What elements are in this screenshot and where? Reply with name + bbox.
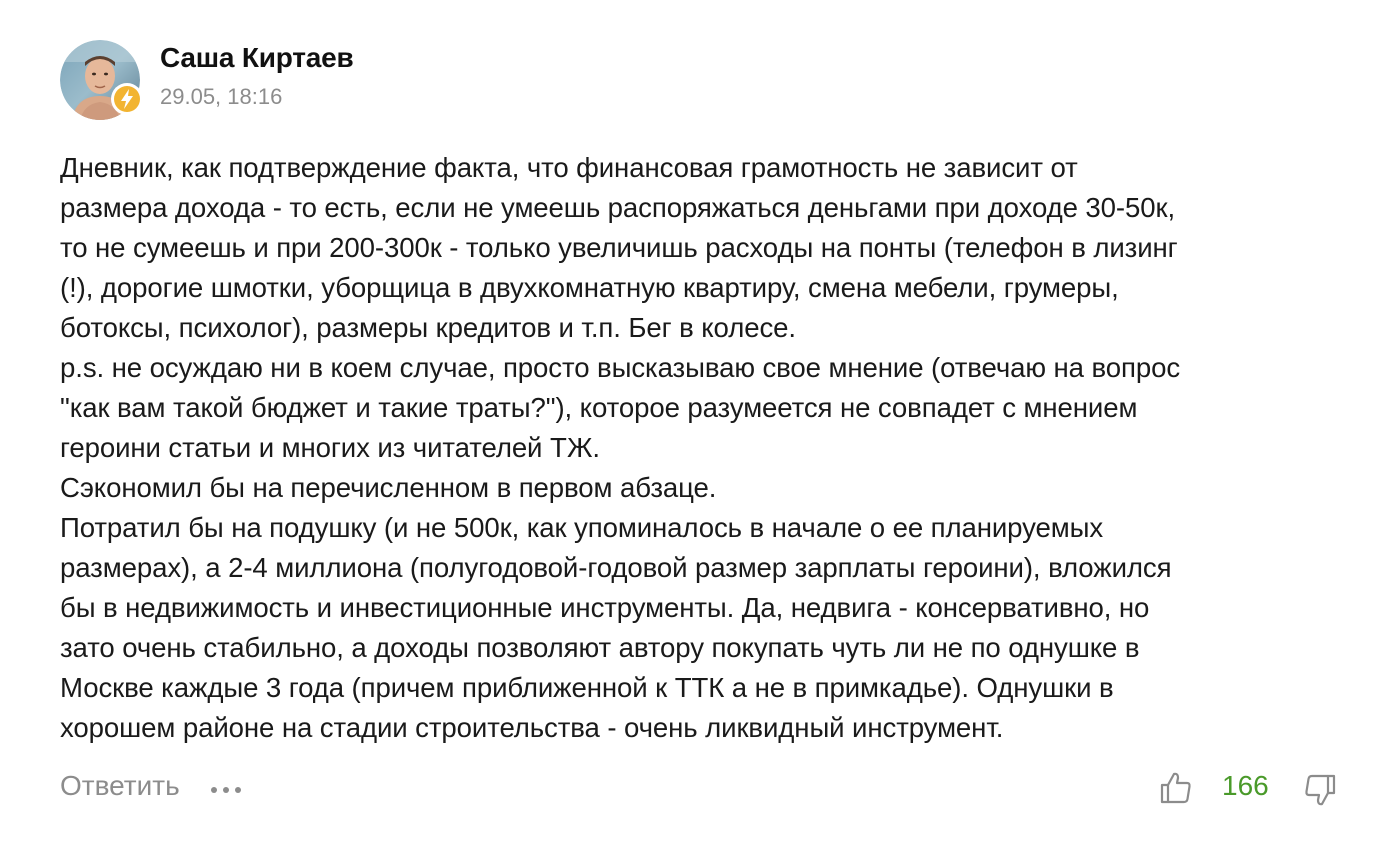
reply-button[interactable]: Ответить: [60, 770, 180, 801]
avatar[interactable]: [60, 40, 140, 120]
comment-text-line: Дневник, как подтверждение факта, что финансовая грамотность не зависит от: [60, 152, 1078, 183]
comment-text: [60, 148, 1350, 748]
comment-text-line: размера дохода - то есть, если не умеешь распоряжаться деньгами при доходе 30-50к,: [60, 192, 1176, 223]
author-name[interactable]: Саша Киртаев: [160, 42, 354, 73]
comment-text-line: p.s. не осуждаю ни в коем случае, просто высказываю свое мнение (отвечаю на вопрос: [60, 352, 1181, 383]
thumbs-down-icon[interactable]: [1302, 772, 1338, 808]
comment-score: 166: [1222, 770, 1269, 801]
comment-text-line: Москве каждые 3 года (причем приближенной к ТТК а не в примкадье). Однушки в: [60, 672, 1114, 703]
comment-text-line: то не сумеешь и при 200-300к - только увеличишь расходы на понты (телефон в лизинг: [60, 232, 1178, 263]
thumbs-up-icon[interactable]: [1158, 770, 1194, 806]
comment-text-line: зато очень стабильно, а доходы позволяют автору покупать чуть ли не по однушке в: [60, 632, 1140, 663]
more-dots-icon[interactable]: [208, 772, 248, 806]
comment-text-line: (!), дорогие шмотки, уборщица в двухкомнатную квартиру, смена мебели, грумеры,: [60, 272, 1119, 303]
comment-text-line: Потратил бы на подушку (и не 500к, как упоминалось в начале о ее планируемых: [60, 512, 1104, 543]
comment-text-line: бы в недвижимость и инвестиционные инструменты. Да, недвига - консервативно, но: [60, 592, 1150, 623]
comment-timestamp[interactable]: 29.05, 18:16: [160, 84, 283, 109]
comment-text-line: ботоксы, психолог), размеры кредитов и т.п. Бег в колесе.: [60, 312, 796, 343]
comment-text-line: Сэкономил бы на перечисленном в первом абзаце.: [60, 472, 717, 503]
lightning-badge-icon: [110, 82, 144, 116]
comment-text-line: размерах), а 2-4 миллиона (полугодовой-годовой размер зарплаты героини), вложился: [60, 552, 1172, 583]
comment-text-line: героини статьи и многих из читателей ТЖ.: [60, 432, 600, 463]
comment-text-line: хорошем районе на стадии строительства - очень ликвидный инструмент.: [60, 712, 1004, 743]
comment-text-line: "как вам такой бюджет и такие траты?"), которое разумеется не совпадет с мнением: [60, 392, 1138, 423]
